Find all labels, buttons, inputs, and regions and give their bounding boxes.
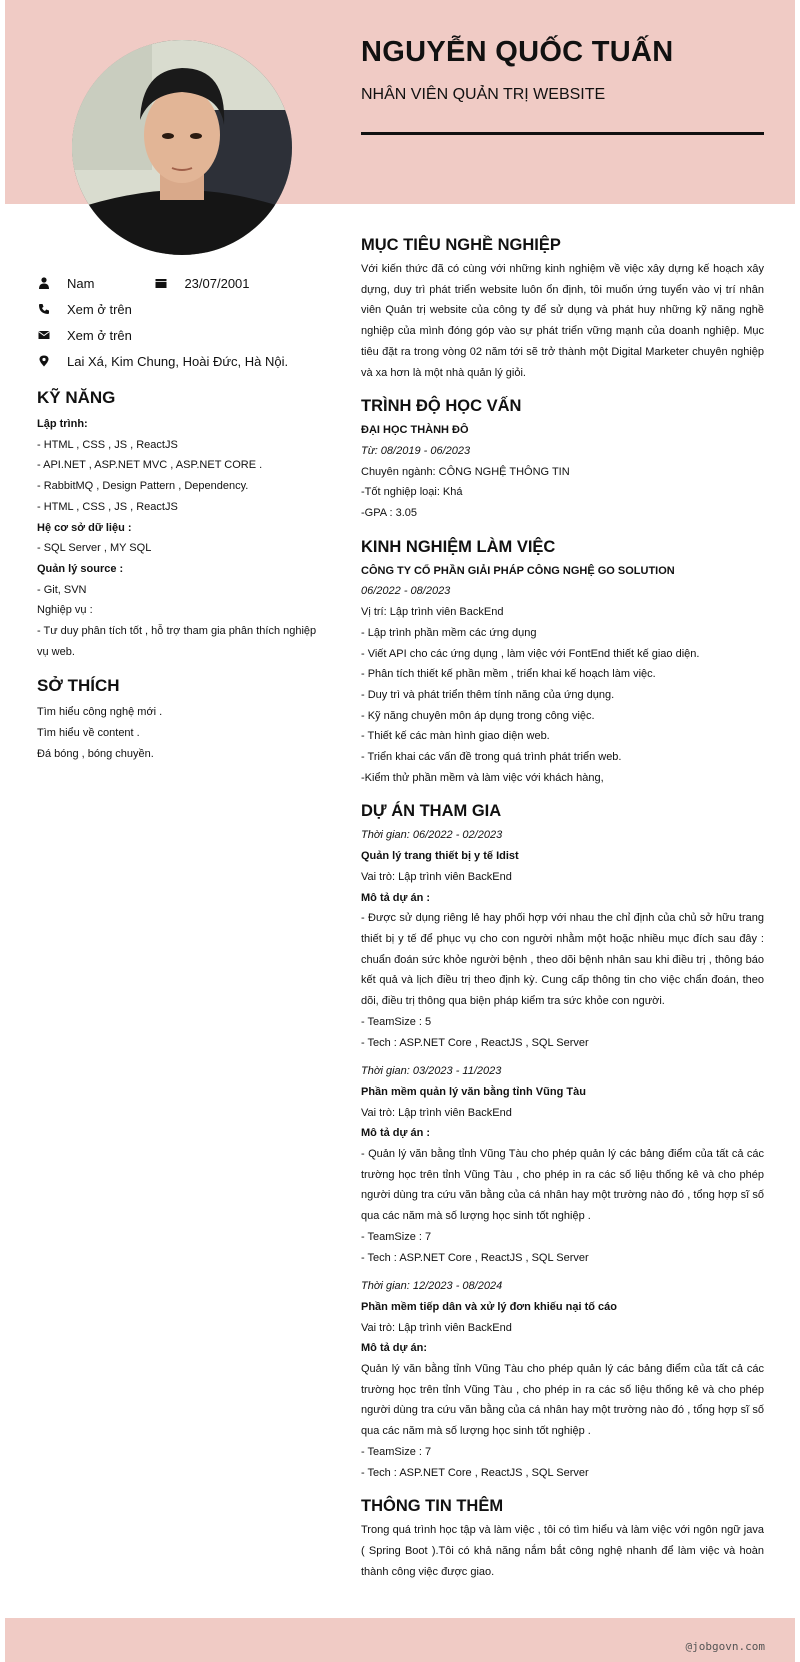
experience-heading: KINH NGHIỆM LÀM VIỆC: [361, 537, 556, 556]
project-team: - TeamSize : 5: [361, 1015, 432, 1028]
watermark-text: @jobgovn.com: [685, 1640, 765, 1653]
experience-line: -Kiểm thử phần mềm và làm việc với khách hàng,: [361, 771, 604, 784]
education-line: -GPA : 3.05: [361, 507, 418, 520]
title-divider: [361, 132, 764, 135]
right-column: [361, 236, 764, 1596]
skill-line: - API.NET , ASP.NET MVC , ASP.NET CORE .: [37, 459, 263, 472]
skill-line: - SQL Server , MY SQL: [37, 542, 152, 555]
project-role: Vai trò: Lập trình viên BackEnd: [361, 1106, 512, 1119]
education-section: [361, 397, 764, 524]
left-column: [37, 270, 327, 765]
experience-line: - Viết API cho các ứng dụng , làm việc với FontEnd thiết kế giao diện.: [361, 647, 700, 660]
projects-heading: DỰ ÁN THAM GIA: [361, 802, 502, 821]
project-role: Vai trò: Lập trình viên BackEnd: [361, 870, 512, 883]
education-line: -Tốt nghiệp loại: Khá: [361, 486, 463, 499]
experience-line: - Duy trì và phát triển thêm tính năng của ứng dụng.: [361, 688, 615, 701]
project-period: Thời gian: 12/2023 - 08/2024: [361, 1280, 503, 1293]
experience-line: Vị trí: Lập trình viên BackEnd: [361, 606, 504, 619]
project-team: - TeamSize : 7: [361, 1230, 432, 1243]
experience-line: - Kỹ năng chuyên môn áp dụng trong công việc.: [361, 709, 595, 722]
hobby-item: Tìm hiểu về content .: [37, 727, 140, 740]
education-line: Chuyên ngành: CÔNG NGHỆ THÔNG TIN: [361, 465, 570, 478]
hobby-item: Tìm hiểu công nghệ mới .: [37, 706, 163, 719]
project-role: Vai trò: Lập trình viên BackEnd: [361, 1321, 512, 1334]
phone-icon: [37, 302, 51, 316]
skill-line: Quản lý source :: [37, 562, 124, 575]
project-desc: Quản lý văn bằng tỉnh Vũng Tàu cho phép quản lý các bảng điểm của tất cả các trường học trên tỉnh Vũng Tàu , cho phép in ra các số liệu thống kê và cho phép người dùng tra cứu văn bằng của cá nhân hay một trường nào đó , tổng hợp sĩ số qua các năm mà số lượng học sinh tốt nghiệp .: [361, 1363, 764, 1438]
additional-heading: THÔNG TIN THÊM: [361, 1497, 504, 1516]
contact-row-address: [37, 348, 327, 374]
gender-item: [37, 276, 94, 291]
hobby-item: Đá bóng , bóng chuyền.: [37, 747, 154, 760]
additional-section: [361, 1497, 764, 1582]
gender-value: Nam: [67, 275, 95, 291]
skill-line: - HTML , CSS , JS , ReactJS: [37, 438, 178, 451]
skills-heading: KỸ NĂNG: [37, 388, 116, 407]
birthday-item: [154, 276, 249, 291]
project-tech: - Tech : ASP.NET Core , ReactJS , SQL Server: [361, 1466, 589, 1479]
footer-band: [5, 1618, 795, 1662]
person-icon: [37, 276, 51, 290]
school-name: ĐẠI HỌC THÀNH ĐÔ: [361, 424, 469, 437]
project-desc-label: Mô tả dự án :: [361, 891, 431, 904]
contact-row-personal: [37, 270, 327, 296]
email-icon: [37, 328, 51, 342]
phone-value: Xem ở trên: [67, 301, 132, 317]
project-item: [361, 825, 764, 1053]
contact-row-email: [37, 322, 327, 348]
address-value: Lai Xá, Kim Chung, Hoài Đức, Hà Nội.: [67, 353, 289, 369]
experience-period: 06/2022 - 08/2023: [361, 585, 451, 598]
birthday-value: 23/07/2001: [184, 275, 250, 291]
projects-section: [361, 802, 764, 1483]
project-tech: - Tech : ASP.NET Core , ReactJS , SQL Server: [361, 1036, 589, 1049]
objective-heading: MỤC TIÊU NGHỀ NGHIỆP: [361, 236, 561, 254]
candidate-name: NGUYỄN QUỐC TUẤN: [361, 36, 674, 68]
objective-text: Với kiến thức đã có cùng với những kinh nghiệm về việc xây dựng kế hoạch xây dựng, duy trì phát triển website luôn ổn định, tôi muốn ứng tuyển vào vị trí nhân viên Quản trị website của công ty để sử dụng và phát huy những kỹ năng nghề nghiệp của mình đóng góp vào sự phát triển vững mạnh của doanh nghiệp. Mục tiêu đặt ra trong vòng 02 năm tới sẽ trở thành một Digital Marketer chuyên nghiệp và xa hơn là một nhà quản lý giỏi.: [361, 263, 764, 379]
project-period: Thời gian: 06/2022 - 02/2023: [361, 829, 503, 842]
email-value: Xem ở trên: [67, 327, 132, 343]
project-name: Phần mềm quản lý văn bằng tỉnh Vũng Tàu: [361, 1085, 586, 1098]
skill-line: - Tư duy phân tích tốt , hỗ trợ tham gia phân thích nghiệp vụ web.: [37, 625, 317, 658]
skill-line: - HTML , CSS , JS , ReactJS: [37, 500, 178, 513]
experience-line: - Phân tích thiết kế phần mềm , triển khai kế hoạch làm việc.: [361, 668, 656, 681]
experience-line: - Thiết kế các màn hình giao diện web.: [361, 730, 550, 743]
project-name: Phần mềm tiếp dân và xử lý đơn khiếu nại tố cáo: [361, 1300, 618, 1313]
project-desc: - Được sử dụng riêng lẻ hay phối hợp với nhau the chỉ định của chủ sở hữu trang thiết bị y tế để phục vụ cho con người nhằm một hoặc nhiều mục đích sau đây : chuẩn đoán sức khỏe người bệnh , theo dõi bệnh nhân sau khi điều trị , thông báo kết quả và lịch điều trị theo định kỳ. Cung cấp thông tin cho việc chẩn đoán, theo dõi, điều trị thông qua biện pháp kiểm tra sức khỏe con người.: [361, 912, 764, 1008]
hobbies-heading: SỞ THÍCH: [37, 676, 120, 696]
hobbies-list: [37, 702, 327, 764]
skill-line: Hệ cơ sở dữ liệu :: [37, 521, 132, 534]
project-item: [361, 1276, 764, 1483]
project-period: Thời gian: 03/2023 - 11/2023: [361, 1065, 502, 1078]
project-desc-label: Mô tả dự án:: [361, 1342, 428, 1355]
skill-line: - RabbitMQ , Design Pattern , Dependency.: [37, 480, 249, 493]
experience-line: - Lập trình phần mềm các ứng dụng: [361, 626, 537, 639]
experience-line: - Triển khai các vấn đề trong quá trình phát triển web.: [361, 751, 622, 764]
education-period: Từ: 08/2019 - 06/2023: [361, 444, 471, 457]
skill-line: Lập trình:: [37, 418, 88, 430]
objective-section: [361, 236, 764, 383]
location-pin-icon: [37, 354, 51, 368]
project-desc-label: Mô tả dự án :: [361, 1127, 431, 1140]
skill-line: - Git, SVN: [37, 583, 87, 596]
resume-page: [5, 0, 795, 1662]
experience-section: [361, 538, 764, 789]
project-item: [361, 1061, 764, 1268]
company-name: CÔNG TY CỔ PHẦN GIẢI PHÁP CÔNG NGHỆ GO SOLUTION: [361, 564, 675, 577]
skills-list: [37, 414, 327, 662]
profile-photo: [72, 40, 292, 255]
education-heading: TRÌNH ĐỘ HỌC VẤN: [361, 397, 522, 416]
skill-line: Nghiệp vụ :: [37, 604, 93, 617]
project-team: - TeamSize : 7: [361, 1445, 432, 1458]
project-name: Quản lý trang thiết bị y tế Idist: [361, 850, 519, 863]
contact-row-phone: [37, 296, 327, 322]
project-tech: - Tech : ASP.NET Core , ReactJS , SQL Server: [361, 1251, 589, 1264]
job-title: NHÂN VIÊN QUẢN TRỊ WEBSITE: [361, 86, 606, 103]
calendar-icon: [154, 276, 168, 290]
additional-text: Trong quá trình học tập và làm việc , tôi có tìm hiểu và làm việc với ngôn ngữ java ( Spring Boot ).Tôi có khả năng nắm bắt công nghệ nhanh để làm việc và hoàn thành công việc được giao.: [361, 1524, 764, 1578]
project-desc: - Quản lý văn bằng tỉnh Vũng Tàu cho phép quản lý các bảng điểm của tất cả các trường học trên tỉnh Vũng Tàu , cho phép in ra các số liệu thống kê và cho phép người dùng tra cứu văn bằng của cá nhân hay một trường nào đó , tổng hợp sĩ số qua các năm mà số lượng học sinh tốt nghiệp .: [361, 1148, 764, 1223]
